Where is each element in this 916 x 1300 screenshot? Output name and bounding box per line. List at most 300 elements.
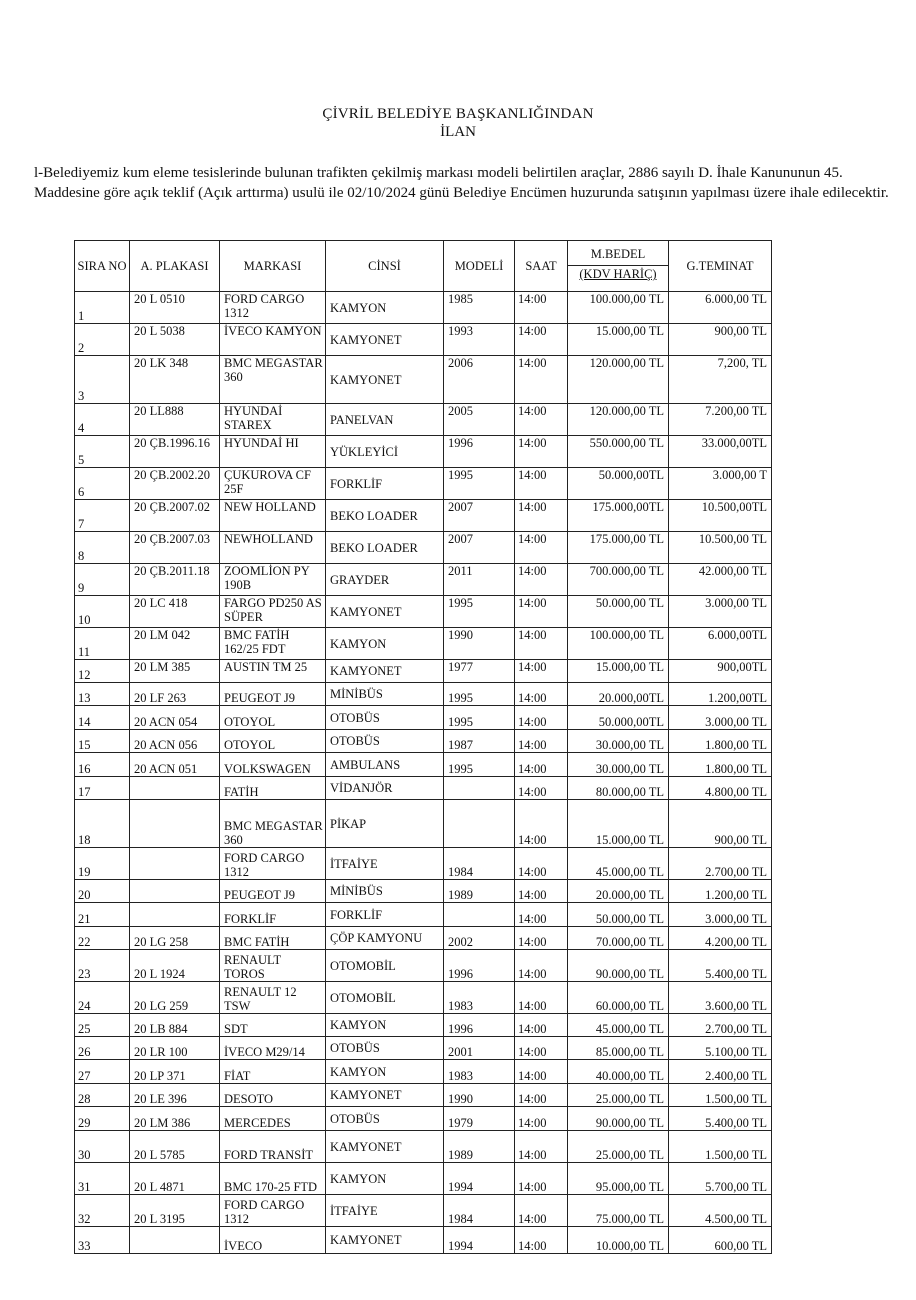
table-row bbox=[75, 1037, 772, 1060]
row-saat: 14:00 bbox=[515, 356, 568, 404]
row-bedel: 15.000,00 TL bbox=[568, 324, 669, 356]
row-plaka: 20 LG 259 bbox=[130, 982, 220, 1014]
row-saat: 14:00 bbox=[515, 706, 568, 730]
row-marka: FORD CARGO 1312 bbox=[220, 1195, 326, 1227]
row-no: 24 bbox=[75, 982, 130, 1014]
row-no: 18 bbox=[75, 800, 130, 848]
row-no: 21 bbox=[75, 903, 130, 927]
row-cins: KAMYONET bbox=[326, 356, 444, 404]
row-teminat: 3.000,00 T bbox=[669, 468, 772, 500]
table-row bbox=[75, 1227, 772, 1254]
row-cins: OTOBÜS bbox=[326, 706, 444, 730]
row-no: 4 bbox=[75, 404, 130, 436]
row-cins: BEKO LOADER bbox=[326, 532, 444, 564]
row-saat: 14:00 bbox=[515, 848, 568, 880]
row-model: 1995 bbox=[444, 468, 515, 500]
row-teminat: 900,00TL bbox=[669, 660, 772, 683]
row-bedel: 75.000,00 TL bbox=[568, 1195, 669, 1227]
table-row bbox=[75, 324, 772, 356]
header-marka: MARKASI bbox=[220, 241, 326, 292]
row-teminat: 6.000,00TL bbox=[669, 628, 772, 660]
row-plaka: 20 ÇB.2002.20 bbox=[130, 468, 220, 500]
row-plaka bbox=[130, 1227, 220, 1254]
row-teminat: 3.000,00 TL bbox=[669, 706, 772, 730]
row-saat: 14:00 bbox=[515, 324, 568, 356]
row-no: 26 bbox=[75, 1037, 130, 1060]
row-model: 1989 bbox=[444, 880, 515, 903]
row-marka: BMC FATİH 162/25 FDT bbox=[220, 628, 326, 660]
row-cins: KAMYONET bbox=[326, 1084, 444, 1107]
row-model: 1983 bbox=[444, 1060, 515, 1084]
row-bedel: 10.000,00 TL bbox=[568, 1227, 669, 1254]
page-title: ÇİVRİL BELEDİYE BAŞKANLIĞINDAN bbox=[322, 106, 594, 122]
row-saat: 14:00 bbox=[515, 903, 568, 927]
table-row bbox=[75, 982, 772, 1014]
row-plaka bbox=[130, 848, 220, 880]
row-no: 25 bbox=[75, 1014, 130, 1037]
row-marka: FARGO PD250 AS SÜPER bbox=[220, 596, 326, 628]
table-row bbox=[75, 292, 772, 324]
row-model: 1983 bbox=[444, 982, 515, 1014]
row-teminat: 1.500,00 TL bbox=[669, 1084, 772, 1107]
row-marka: MERCEDES bbox=[220, 1107, 326, 1131]
row-cins: KAMYON bbox=[326, 1014, 444, 1037]
row-cins: OTOMOBİL bbox=[326, 982, 444, 1014]
row-bedel: 30.000,00 TL bbox=[568, 730, 669, 753]
row-cins: FORKLİF bbox=[326, 903, 444, 927]
row-teminat: 7.200,00 TL bbox=[669, 404, 772, 436]
row-cins: ÇÖP KAMYONU bbox=[326, 927, 444, 950]
row-no: 29 bbox=[75, 1107, 130, 1131]
row-plaka: 20 LM 042 bbox=[130, 628, 220, 660]
row-no: 33 bbox=[75, 1227, 130, 1254]
row-teminat: 10.500,00TL bbox=[669, 500, 772, 532]
row-teminat: 3.000,00 TL bbox=[669, 596, 772, 628]
row-model: 1995 bbox=[444, 753, 515, 777]
row-bedel: 80.000,00 TL bbox=[568, 777, 669, 800]
table-row bbox=[75, 927, 772, 950]
row-marka: PEUGEOT J9 bbox=[220, 880, 326, 903]
row-cins: İTFAİYE bbox=[326, 1195, 444, 1227]
row-bedel: 550.000,00 TL bbox=[568, 436, 669, 468]
row-saat: 14:00 bbox=[515, 1014, 568, 1037]
row-marka: BMC MEGASTAR 360 bbox=[220, 356, 326, 404]
row-marka: OTOYOL bbox=[220, 706, 326, 730]
row-teminat: 3.000,00 TL bbox=[669, 903, 772, 927]
row-saat: 14:00 bbox=[515, 292, 568, 324]
row-cins: KAMYONET bbox=[326, 324, 444, 356]
table-row bbox=[75, 950, 772, 982]
table-row bbox=[75, 436, 772, 468]
row-marka: ÇUKUROVA CF 25F bbox=[220, 468, 326, 500]
row-plaka: 20 LL888 bbox=[130, 404, 220, 436]
header-bedel bbox=[568, 241, 669, 292]
row-bedel: 700.000,00 TL bbox=[568, 564, 669, 596]
row-marka: HYUNDAİ STAREX bbox=[220, 404, 326, 436]
row-model: 2007 bbox=[444, 532, 515, 564]
row-plaka bbox=[130, 777, 220, 800]
row-teminat: 6.000,00 TL bbox=[669, 292, 772, 324]
row-plaka: 20 L 5038 bbox=[130, 324, 220, 356]
row-no: 7 bbox=[75, 500, 130, 532]
row-model: 1977 bbox=[444, 660, 515, 683]
row-plaka bbox=[130, 880, 220, 903]
row-no: 5 bbox=[75, 436, 130, 468]
row-plaka: 20 LC 418 bbox=[130, 596, 220, 628]
row-saat: 14:00 bbox=[515, 1037, 568, 1060]
row-saat: 14:00 bbox=[515, 753, 568, 777]
row-no: 2 bbox=[75, 324, 130, 356]
row-bedel: 50.000,00TL bbox=[568, 468, 669, 500]
row-plaka: 20 LM 386 bbox=[130, 1107, 220, 1131]
row-bedel: 20.000,00 TL bbox=[568, 880, 669, 903]
row-no: 23 bbox=[75, 950, 130, 982]
row-teminat: 2.400,00 TL bbox=[669, 1060, 772, 1084]
row-plaka: 20 ACN 051 bbox=[130, 753, 220, 777]
table-row bbox=[75, 660, 772, 683]
row-no: 1 bbox=[75, 292, 130, 324]
table-row bbox=[75, 706, 772, 730]
row-marka: RENAULT 12 TSW bbox=[220, 982, 326, 1014]
row-bedel: 100.000,00 TL bbox=[568, 292, 669, 324]
row-cins: BEKO LOADER bbox=[326, 500, 444, 532]
row-bedel: 70.000,00 TL bbox=[568, 927, 669, 950]
table-row bbox=[75, 683, 772, 706]
row-saat: 14:00 bbox=[515, 880, 568, 903]
row-bedel: 40.000,00 TL bbox=[568, 1060, 669, 1084]
row-bedel: 20.000,00TL bbox=[568, 683, 669, 706]
row-no: 19 bbox=[75, 848, 130, 880]
page-subtitle: İLAN bbox=[440, 124, 476, 140]
header-cins: CİNSİ bbox=[326, 241, 444, 292]
header-sira: SIRA NO bbox=[75, 241, 130, 292]
row-teminat: 600,00 TL bbox=[669, 1227, 772, 1254]
row-no: 14 bbox=[75, 706, 130, 730]
row-bedel: 25.000,00 TL bbox=[568, 1084, 669, 1107]
row-bedel: 60.000,00 TL bbox=[568, 982, 669, 1014]
row-marka: VOLKSWAGEN bbox=[220, 753, 326, 777]
row-model: 1987 bbox=[444, 730, 515, 753]
row-saat: 14:00 bbox=[515, 1107, 568, 1131]
table-row bbox=[75, 468, 772, 500]
row-cins: GRAYDER bbox=[326, 564, 444, 596]
table-row bbox=[75, 880, 772, 903]
row-cins: KAMYONET bbox=[326, 660, 444, 683]
row-plaka: 20 LF 263 bbox=[130, 683, 220, 706]
row-plaka: 20 LP 371 bbox=[130, 1060, 220, 1084]
row-marka: RENAULT TOROS bbox=[220, 950, 326, 982]
row-no: 15 bbox=[75, 730, 130, 753]
row-model bbox=[444, 777, 515, 800]
row-cins: KAMYON bbox=[326, 1163, 444, 1195]
row-model: 1985 bbox=[444, 292, 515, 324]
row-marka: ZOOMLİON PY 190B bbox=[220, 564, 326, 596]
row-model: 2011 bbox=[444, 564, 515, 596]
row-marka: PEUGEOT J9 bbox=[220, 683, 326, 706]
row-marka: BMC 170-25 FTD bbox=[220, 1163, 326, 1195]
row-model: 1996 bbox=[444, 1014, 515, 1037]
row-model: 2006 bbox=[444, 356, 515, 404]
row-model bbox=[444, 800, 515, 848]
table-row bbox=[75, 1131, 772, 1163]
row-saat: 14:00 bbox=[515, 1195, 568, 1227]
row-teminat: 1.200,00 TL bbox=[669, 880, 772, 903]
row-teminat: 2.700,00 TL bbox=[669, 1014, 772, 1037]
table-row bbox=[75, 1107, 772, 1131]
row-teminat: 3.600,00 TL bbox=[669, 982, 772, 1014]
row-marka: NEW HOLLAND bbox=[220, 500, 326, 532]
row-plaka: 20 LM 385 bbox=[130, 660, 220, 683]
row-no: 31 bbox=[75, 1163, 130, 1195]
row-teminat: 42.000,00 TL bbox=[669, 564, 772, 596]
row-cins: OTOBÜS bbox=[326, 1107, 444, 1131]
row-saat: 14:00 bbox=[515, 1227, 568, 1254]
row-cins: KAMYONET bbox=[326, 1131, 444, 1163]
table-row bbox=[75, 1195, 772, 1227]
row-cins: OTOBÜS bbox=[326, 1037, 444, 1060]
row-no: 28 bbox=[75, 1084, 130, 1107]
row-model: 1990 bbox=[444, 1084, 515, 1107]
row-cins: VİDANJÖR bbox=[326, 777, 444, 800]
row-marka: FORKLİF bbox=[220, 903, 326, 927]
row-model: 1996 bbox=[444, 436, 515, 468]
row-marka: BMC FATİH bbox=[220, 927, 326, 950]
row-cins: PİKAP bbox=[326, 800, 444, 848]
row-saat: 14:00 bbox=[515, 1060, 568, 1084]
row-model: 1984 bbox=[444, 1195, 515, 1227]
row-no: 10 bbox=[75, 596, 130, 628]
row-saat: 14:00 bbox=[515, 1163, 568, 1195]
row-cins: KAMYON bbox=[326, 1060, 444, 1084]
row-saat: 14:00 bbox=[515, 660, 568, 683]
row-bedel: 15.000,00 TL bbox=[568, 800, 669, 848]
row-saat: 14:00 bbox=[515, 596, 568, 628]
table-row bbox=[75, 500, 772, 532]
row-saat: 14:00 bbox=[515, 628, 568, 660]
row-model: 1989 bbox=[444, 1131, 515, 1163]
header-plaka: A. PLAKASI bbox=[130, 241, 220, 292]
row-model: 1994 bbox=[444, 1227, 515, 1254]
row-cins: OTOBÜS bbox=[326, 730, 444, 753]
row-cins: KAMYON bbox=[326, 628, 444, 660]
row-cins: KAMYONET bbox=[326, 596, 444, 628]
row-marka: HYUNDAİ HI bbox=[220, 436, 326, 468]
row-marka: SDT bbox=[220, 1014, 326, 1037]
row-teminat: 5.400,00 TL bbox=[669, 1107, 772, 1131]
row-saat: 14:00 bbox=[515, 500, 568, 532]
row-cins: KAMYONET bbox=[326, 1227, 444, 1254]
table-row bbox=[75, 356, 772, 404]
row-cins: KAMYON bbox=[326, 292, 444, 324]
row-saat: 14:00 bbox=[515, 982, 568, 1014]
row-no: 11 bbox=[75, 628, 130, 660]
table-row bbox=[75, 1014, 772, 1037]
table-row bbox=[75, 564, 772, 596]
row-no: 17 bbox=[75, 777, 130, 800]
row-cins: MİNİBÜS bbox=[326, 683, 444, 706]
table-row bbox=[75, 628, 772, 660]
row-saat: 14:00 bbox=[515, 800, 568, 848]
table-row bbox=[75, 800, 772, 848]
row-teminat: 5.400,00 TL bbox=[669, 950, 772, 982]
table-row bbox=[75, 532, 772, 564]
row-bedel: 50.000,00 TL bbox=[568, 903, 669, 927]
table-header-row bbox=[75, 241, 772, 292]
row-bedel: 175.000,00TL bbox=[568, 500, 669, 532]
row-saat: 14:00 bbox=[515, 1131, 568, 1163]
header-bedel-sub: (KDV HARİÇ) bbox=[568, 265, 668, 281]
row-marka: AUSTIN TM 25 bbox=[220, 660, 326, 683]
row-model: 1996 bbox=[444, 950, 515, 982]
row-marka: FORD CARGO 1312 bbox=[220, 848, 326, 880]
row-plaka bbox=[130, 800, 220, 848]
row-plaka: 20 LR 100 bbox=[130, 1037, 220, 1060]
row-cins: PANELVAN bbox=[326, 404, 444, 436]
row-bedel: 95.000,00 TL bbox=[568, 1163, 669, 1195]
table-row bbox=[75, 848, 772, 880]
row-cins: İTFAİYE bbox=[326, 848, 444, 880]
row-plaka: 20 ÇB.2007.02 bbox=[130, 500, 220, 532]
table-row bbox=[75, 1060, 772, 1084]
row-marka: FATİH bbox=[220, 777, 326, 800]
table-row bbox=[75, 1084, 772, 1107]
row-no: 22 bbox=[75, 927, 130, 950]
row-marka: İVECO M29/14 bbox=[220, 1037, 326, 1060]
row-model: 2007 bbox=[444, 500, 515, 532]
row-plaka: 20 ÇB.1996.16 bbox=[130, 436, 220, 468]
row-marka: NEWHOLLAND bbox=[220, 532, 326, 564]
row-teminat: 900,00 TL bbox=[669, 324, 772, 356]
row-teminat: 1.800,00 TL bbox=[669, 753, 772, 777]
row-bedel: 25.000,00 TL bbox=[568, 1131, 669, 1163]
row-no: 12 bbox=[75, 660, 130, 683]
row-saat: 14:00 bbox=[515, 950, 568, 982]
table-row bbox=[75, 903, 772, 927]
table-row bbox=[75, 753, 772, 777]
row-marka: FORD TRANSİT bbox=[220, 1131, 326, 1163]
row-saat: 14:00 bbox=[515, 532, 568, 564]
row-teminat: 4.800,00 TL bbox=[669, 777, 772, 800]
table-body bbox=[75, 292, 772, 1254]
row-model bbox=[444, 903, 515, 927]
row-plaka: 20 ÇB.2011.18 bbox=[130, 564, 220, 596]
table-row bbox=[75, 404, 772, 436]
row-marka: OTOYOL bbox=[220, 730, 326, 753]
row-plaka: 20 L 4871 bbox=[130, 1163, 220, 1195]
row-model: 2005 bbox=[444, 404, 515, 436]
row-cins: OTOMOBİL bbox=[326, 950, 444, 982]
row-model: 1990 bbox=[444, 628, 515, 660]
row-cins: MİNİBÜS bbox=[326, 880, 444, 903]
row-bedel: 90.000,00 TL bbox=[568, 950, 669, 982]
row-marka: FİAT bbox=[220, 1060, 326, 1084]
row-bedel: 120.000,00 TL bbox=[568, 404, 669, 436]
row-model: 1993 bbox=[444, 324, 515, 356]
row-marka: İVECO KAMYON bbox=[220, 324, 326, 356]
row-model: 1995 bbox=[444, 706, 515, 730]
row-model: 2001 bbox=[444, 1037, 515, 1060]
row-cins: FORKLİF bbox=[326, 468, 444, 500]
header-bedel-label: M.BEDEL bbox=[590, 247, 646, 261]
row-bedel: 175.000,00 TL bbox=[568, 532, 669, 564]
row-marka: İVECO bbox=[220, 1227, 326, 1254]
row-teminat: 4.500,00 TL bbox=[669, 1195, 772, 1227]
table-row bbox=[75, 1163, 772, 1195]
row-bedel: 45.000,00 TL bbox=[568, 848, 669, 880]
row-teminat: 33.000,00TL bbox=[669, 436, 772, 468]
row-bedel: 45.000,00 TL bbox=[568, 1014, 669, 1037]
row-bedel: 120.000,00 TL bbox=[568, 356, 669, 404]
row-saat: 14:00 bbox=[515, 436, 568, 468]
header-teminat: G.TEMINAT bbox=[669, 241, 772, 292]
row-model: 1995 bbox=[444, 596, 515, 628]
table-row bbox=[75, 596, 772, 628]
row-bedel: 90.000,00 TL bbox=[568, 1107, 669, 1131]
row-saat: 14:00 bbox=[515, 927, 568, 950]
row-plaka: 20 ÇB.2007.03 bbox=[130, 532, 220, 564]
row-teminat: 1.800,00 TL bbox=[669, 730, 772, 753]
row-no: 32 bbox=[75, 1195, 130, 1227]
row-bedel: 15.000,00 TL bbox=[568, 660, 669, 683]
row-saat: 14:00 bbox=[515, 564, 568, 596]
row-teminat: 5.700,00 TL bbox=[669, 1163, 772, 1195]
row-teminat: 10.500,00 TL bbox=[669, 532, 772, 564]
row-no: 6 bbox=[75, 468, 130, 500]
row-plaka: 20 LB 884 bbox=[130, 1014, 220, 1037]
vehicle-auction-table bbox=[74, 240, 772, 1254]
table-row bbox=[75, 730, 772, 753]
intro-paragraph: l-Belediyemiz kum eleme tesislerinde bulunan trafikten çekilmiş markası modeli belirtilen araçlar, 2886 sayılı D. İhale Kanununun 45. Maddesine göre açık teklif (Açık arttırma) usulü ile 02/10/2024 günü Belediye Encümen huzurunda satışının yapılması üzere ihale edilecektir. bbox=[34, 165, 889, 201]
row-marka: BMC MEGASTAR 360 bbox=[220, 800, 326, 848]
row-plaka bbox=[130, 903, 220, 927]
row-plaka: 20 L 3195 bbox=[130, 1195, 220, 1227]
row-no: 9 bbox=[75, 564, 130, 596]
row-teminat: 7,200, TL bbox=[669, 356, 772, 404]
row-saat: 14:00 bbox=[515, 730, 568, 753]
row-model: 1984 bbox=[444, 848, 515, 880]
row-teminat: 2.700,00 TL bbox=[669, 848, 772, 880]
row-model: 1995 bbox=[444, 683, 515, 706]
row-teminat: 1.200,00TL bbox=[669, 683, 772, 706]
row-marka: DESOTO bbox=[220, 1084, 326, 1107]
row-plaka: 20 LK 348 bbox=[130, 356, 220, 404]
row-no: 20 bbox=[75, 880, 130, 903]
row-saat: 14:00 bbox=[515, 468, 568, 500]
row-plaka: 20 LG 258 bbox=[130, 927, 220, 950]
row-no: 3 bbox=[75, 356, 130, 404]
row-saat: 14:00 bbox=[515, 1084, 568, 1107]
row-marka: FORD CARGO 1312 bbox=[220, 292, 326, 324]
row-teminat: 5.100,00 TL bbox=[669, 1037, 772, 1060]
row-teminat: 900,00 TL bbox=[669, 800, 772, 848]
row-cins: YÜKLEYİCİ bbox=[326, 436, 444, 468]
row-no: 27 bbox=[75, 1060, 130, 1084]
row-model: 2002 bbox=[444, 927, 515, 950]
row-model: 1994 bbox=[444, 1163, 515, 1195]
table-row bbox=[75, 777, 772, 800]
header-saat: SAAT bbox=[515, 241, 568, 292]
row-bedel: 50.000,00TL bbox=[568, 706, 669, 730]
row-saat: 14:00 bbox=[515, 683, 568, 706]
row-cins: AMBULANS bbox=[326, 753, 444, 777]
row-teminat: 1.500,00 TL bbox=[669, 1131, 772, 1163]
row-plaka: 20 LE 396 bbox=[130, 1084, 220, 1107]
row-plaka: 20 L 1924 bbox=[130, 950, 220, 982]
row-plaka: 20 ACN 056 bbox=[130, 730, 220, 753]
row-teminat: 4.200,00 TL bbox=[669, 927, 772, 950]
row-model: 1979 bbox=[444, 1107, 515, 1131]
row-plaka: 20 L 5785 bbox=[130, 1131, 220, 1163]
